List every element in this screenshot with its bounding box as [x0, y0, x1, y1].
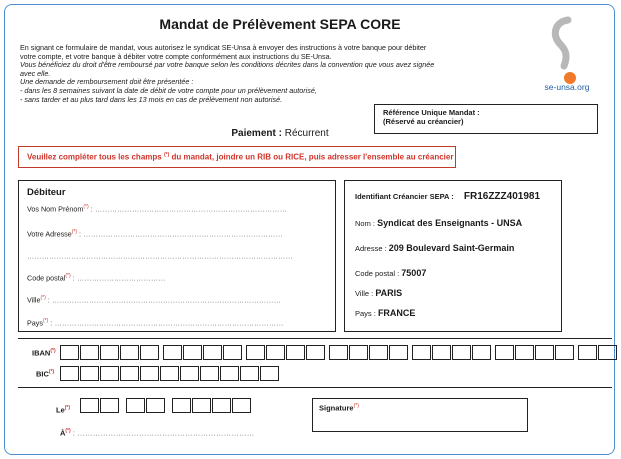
bic-cell[interactable]	[100, 366, 119, 381]
bic-cells[interactable]	[60, 366, 280, 381]
iban-cell[interactable]	[349, 345, 368, 360]
required-mark: (*)	[65, 273, 71, 279]
creancier-adresse-label: Adresse :	[355, 244, 387, 253]
iban-cell[interactable]	[163, 345, 182, 360]
creancier-pays-row	[355, 308, 415, 318]
creancier-nom-value: Syndicat des Enseignants - UNSA	[377, 218, 523, 228]
required-mark: (*)	[64, 405, 71, 411]
bic-cell[interactable]	[180, 366, 199, 381]
adresse-line-2-field[interactable]	[27, 251, 331, 260]
creancier-id-value: FR16ZZZ401981	[463, 191, 541, 202]
intro-line: - sans tarder et au plus tard dans les 13 mois en cas de prélèvement non autorisé.	[20, 94, 283, 104]
logo-text: se-unsa.org	[544, 82, 590, 92]
iban-cells[interactable]	[60, 345, 618, 360]
required-mark: (*)	[50, 348, 56, 354]
iban-cell[interactable]	[578, 345, 597, 360]
warning-text-2: du mandat, joindre un RIB ou RICE, puis adresser l'ensemble au créancier	[171, 152, 454, 162]
le-label: Le	[56, 405, 65, 415]
iban-cell[interactable]	[120, 345, 139, 360]
field-label: Pays	[27, 318, 43, 328]
required-mark: (*)	[42, 318, 49, 324]
bic-cell[interactable]	[160, 366, 179, 381]
date-cell[interactable]	[126, 398, 145, 413]
fill-dots: ………………………………………………………………………………………………	[27, 251, 293, 261]
creancier-cp-label: Code postal :	[355, 269, 400, 278]
iban-cell[interactable]	[555, 345, 574, 360]
intro-line: En signant ce formulaire de mandat, vous autorisez le syndicat SE-Unsa à envoyer des instructions à votre banque pour débiter	[20, 43, 427, 52]
iban-cell[interactable]	[203, 345, 222, 360]
iban-cell[interactable]	[223, 345, 242, 360]
required-mark: (*)	[48, 369, 55, 375]
required-mark: (*)	[40, 295, 46, 301]
intro-line: - dans les 8 semaines suivant la date de débit de votre compte pour un prélèvement autorisé,	[20, 85, 317, 95]
debiteur-box	[18, 180, 336, 332]
iban-cell[interactable]	[389, 345, 408, 360]
iban-cell[interactable]	[472, 345, 491, 360]
required-mark: (*)	[65, 428, 71, 434]
iban-cell[interactable]	[452, 345, 471, 360]
creancier-nom-label: Nom :	[355, 219, 376, 228]
iban-label-group	[32, 348, 56, 358]
fill-dots: : ………………………………………………………………………	[79, 229, 283, 239]
date-cells[interactable]	[80, 398, 252, 413]
date-cell[interactable]	[100, 398, 119, 413]
required-mark: (*)	[353, 403, 359, 409]
creancier-id-label: Identifiant Créancier SEPA :	[355, 192, 454, 201]
bic-cell[interactable]	[60, 366, 79, 381]
intro-line: Une demande de remboursement doit être présentée :	[20, 77, 194, 87]
adresse-field[interactable]	[27, 229, 331, 238]
creancier-id-row	[355, 191, 540, 202]
intro-line: avec elle.	[20, 68, 51, 78]
iban-cell[interactable]	[183, 345, 202, 360]
creancier-cp-value: 75007	[401, 268, 427, 278]
paiement-label: Paiement :	[231, 128, 282, 139]
fill-dots: : …………………………………………………………………………………	[50, 318, 284, 328]
creancier-pays-label: Pays :	[355, 309, 376, 318]
bic-cell[interactable]	[240, 366, 259, 381]
field-label: Ville	[27, 295, 41, 305]
bic-label-group	[36, 369, 54, 379]
bic-cell[interactable]	[120, 366, 139, 381]
bic-cell[interactable]	[220, 366, 239, 381]
field-label: Code postal	[27, 273, 66, 283]
iban-cell[interactable]	[306, 345, 325, 360]
date-cell[interactable]	[192, 398, 211, 413]
iban-cell[interactable]	[412, 345, 431, 360]
required-mark: (*)	[163, 152, 170, 158]
fill-dots: : ……………………………………………………………	[72, 428, 255, 438]
iban-cell[interactable]	[515, 345, 534, 360]
code-postal-field[interactable]	[27, 273, 331, 282]
date-cell[interactable]	[172, 398, 191, 413]
iban-cell[interactable]	[286, 345, 305, 360]
ville-field[interactable]	[27, 295, 331, 304]
date-cell[interactable]	[212, 398, 231, 413]
date-cell[interactable]	[232, 398, 251, 413]
date-cell[interactable]	[146, 398, 165, 413]
reference-label: Référence Unique Mandat :	[383, 108, 480, 117]
creancier-ville-label: Ville :	[355, 289, 374, 298]
creancier-pays-value: FRANCE	[377, 308, 416, 318]
field-label: Votre Adresse	[27, 229, 72, 239]
intro-text	[20, 44, 520, 104]
iban-cell[interactable]	[246, 345, 265, 360]
paiement-line	[0, 128, 560, 139]
intro-line: Vous bénéficiez du droit d'être remboursé par votre banque selon les conditions décrites dans la convention que vous avez signée	[20, 60, 435, 70]
iban-cell[interactable]	[369, 345, 388, 360]
iban-cell[interactable]	[432, 345, 451, 360]
warning-box	[18, 146, 456, 168]
creancier-ville-value: PARIS	[375, 288, 403, 298]
iban-label: IBAN	[32, 348, 51, 358]
iban-cell[interactable]	[80, 345, 99, 360]
field-label: Vos Nom Prénom	[27, 204, 84, 214]
bic-cell[interactable]	[260, 366, 279, 381]
iban-cell[interactable]	[100, 345, 119, 360]
creancier-ville-row	[355, 288, 402, 298]
iban-cell[interactable]	[329, 345, 348, 360]
debiteur-title: Débiteur	[27, 187, 66, 198]
required-mark: (*)	[83, 204, 89, 210]
iban-cell[interactable]	[60, 345, 79, 360]
bic-cell[interactable]	[140, 366, 159, 381]
creancier-box	[344, 180, 562, 332]
bic-cell[interactable]	[80, 366, 99, 381]
bic-cell[interactable]	[200, 366, 219, 381]
creancier-cp-row	[355, 268, 426, 278]
iban-cell[interactable]	[140, 345, 159, 360]
creancier-nom-row	[355, 218, 522, 228]
reference-note: (Réservé au créancier)	[383, 117, 464, 126]
intro-line: votre compte, et votre banque à débiter votre compte conformément aux instructions du SE-Unsa.	[20, 51, 332, 61]
nom-prenom-field[interactable]	[27, 204, 331, 213]
paiement-value: Récurrent	[284, 128, 329, 139]
iban-cell[interactable]	[598, 345, 617, 360]
pays-field[interactable]	[27, 318, 331, 327]
fill-dots: : …………………………………………………………………………………	[47, 295, 282, 305]
bic-label: BIC	[36, 369, 49, 379]
signature-label: Signature	[319, 403, 354, 413]
creancier-adresse-row	[355, 243, 514, 253]
date-cell[interactable]	[80, 398, 99, 413]
required-mark: (*)	[71, 229, 78, 235]
page-title: Mandat de Prélèvement SEPA CORE	[159, 16, 401, 32]
creancier-adresse-value: 209 Boulevard Saint-Germain	[388, 243, 515, 253]
fill-dots: : ……………………………………………………………………	[90, 204, 288, 214]
a-label: À	[60, 428, 66, 438]
warning-text: Veuillez compléter tous les champs	[27, 152, 162, 162]
signature-box[interactable]	[312, 398, 528, 432]
le-label-group	[56, 405, 70, 415]
a-label-group[interactable]	[60, 428, 254, 438]
iban-cell[interactable]	[495, 345, 514, 360]
iban-cell[interactable]	[266, 345, 285, 360]
iban-cell[interactable]	[535, 345, 554, 360]
fill-dots: : ………………………………	[72, 273, 166, 283]
